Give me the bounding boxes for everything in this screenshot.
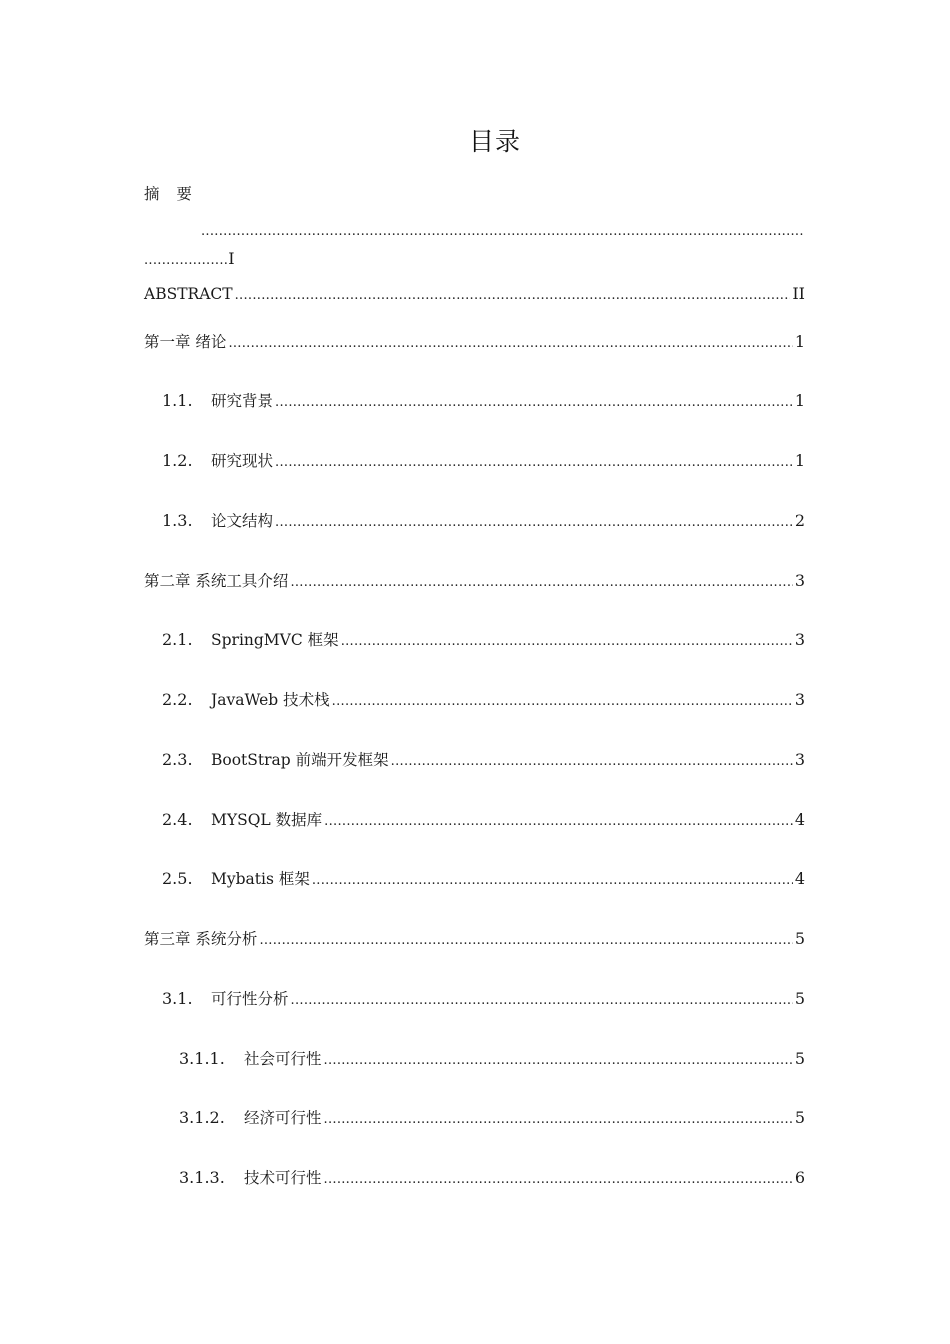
toc-entry[interactable] (162, 690, 805, 712)
toc-page-number: 4 (794, 810, 805, 829)
toc-leader-dots (290, 573, 792, 593)
toc-leader-dots (391, 752, 793, 772)
toc-entry-number: 3.1. (162, 989, 193, 1008)
toc-entry-label: Mybatis 框架 (211, 870, 310, 888)
toc-entry-label: 第三章 系统分析 (144, 930, 258, 948)
toc-entry[interactable] (162, 630, 805, 652)
toc-entry[interactable] (144, 929, 805, 951)
toc-leader-dots (201, 224, 805, 239)
toc-page-number: 5 (794, 1049, 805, 1068)
toc-entry[interactable] (179, 1168, 805, 1190)
toc-page-number: I (228, 249, 235, 268)
toc-leader-dots (259, 931, 792, 951)
toc-entry[interactable] (162, 810, 805, 832)
toc-entry-number: 3.1.3. (179, 1168, 225, 1187)
toc-entry-label: ABSTRACT (144, 285, 233, 303)
toc-entry-number: 2.2. (162, 690, 193, 709)
toc-entry[interactable] (179, 1108, 805, 1130)
toc-entry-abstract-zh-tail (144, 249, 235, 268)
toc-page-number: 5 (794, 1108, 805, 1127)
toc-page-number: 6 (794, 1168, 805, 1187)
toc-leader-dots (324, 1170, 793, 1190)
toc-page-number: 3 (794, 571, 805, 590)
toc-page-number: 3 (794, 630, 805, 649)
toc-entry[interactable] (179, 1049, 805, 1071)
toc-entry-number: 2.4. (162, 810, 193, 829)
toc-title: 目录 (468, 127, 521, 156)
toc-entry-label: 经济可行性 (244, 1109, 322, 1127)
toc-entry-label: 可行性分析 (211, 990, 289, 1008)
toc-entry-number: 3.1.2. (179, 1108, 225, 1127)
toc-page-number: 1 (794, 332, 805, 351)
toc-leader-dots (275, 393, 793, 413)
toc-leader-dots: ................... (144, 253, 229, 268)
toc-page-number: 3 (794, 750, 805, 769)
toc-entry[interactable] (162, 451, 805, 473)
toc-entry[interactable] (162, 989, 805, 1011)
toc-entry-number: 1.3. (162, 511, 193, 530)
toc-leader-dots (324, 812, 793, 832)
toc-entry-label: 研究背景 (211, 392, 274, 410)
toc-leader-dots (324, 1051, 793, 1071)
toc-leader-dots (291, 991, 793, 1011)
toc-entry-abstract-zh-label: 摘 要 (144, 185, 198, 203)
toc-entry[interactable] (144, 571, 805, 593)
toc-page-number: 1 (794, 451, 805, 470)
toc-leader-dots (341, 632, 793, 652)
toc-page-number: 4 (794, 869, 805, 888)
toc-entry-label: BootStrap 前端开发框架 (211, 751, 389, 769)
toc-entry-label: 研究现状 (211, 452, 274, 470)
toc-entry[interactable] (162, 511, 805, 533)
toc-leader-dots (324, 1110, 793, 1130)
toc-entry[interactable] (144, 284, 805, 306)
toc-entry-label: 第二章 系统工具介绍 (144, 572, 289, 590)
toc-entry-label: 社会可行性 (244, 1050, 322, 1068)
toc-page-number: 2 (794, 511, 805, 530)
toc-page-number: 5 (794, 929, 805, 948)
toc-entry-number: 1.2. (162, 451, 193, 470)
toc-leader-dots (275, 513, 793, 533)
toc-entry-number: 3.1.1. (179, 1049, 225, 1068)
toc-entry[interactable] (162, 750, 805, 772)
toc-entry-label: SpringMVC 框架 (211, 631, 339, 649)
toc-leader-dots (332, 692, 793, 712)
toc-entry-number: 1.1. (162, 391, 193, 410)
toc-entry-label: JavaWeb 技术栈 (211, 691, 330, 709)
toc-entry[interactable] (162, 869, 805, 891)
toc-leader-dots (275, 453, 793, 473)
toc-entry-number: 2.1. (162, 630, 193, 649)
toc-page-number: 3 (794, 690, 805, 709)
toc-entry-number: 2.3. (162, 750, 193, 769)
toc-page-number: 5 (794, 989, 805, 1008)
toc-leader-dots (312, 871, 793, 891)
toc-page-number: II (792, 284, 805, 303)
toc-entry-label: 第一章 绪论 (144, 333, 227, 351)
toc-page-number: 1 (794, 391, 805, 410)
toc-leader-dots (235, 286, 791, 306)
toc-entry-number: 2.5. (162, 869, 193, 888)
toc-entry[interactable] (144, 332, 805, 354)
toc-entry-label: 技术可行性 (244, 1169, 322, 1187)
toc-entry-label: 论文结构 (211, 512, 274, 530)
toc-entry-label: MYSQL 数据库 (211, 811, 323, 829)
toc-leader-dots (228, 334, 792, 354)
toc-entry[interactable] (162, 391, 805, 413)
